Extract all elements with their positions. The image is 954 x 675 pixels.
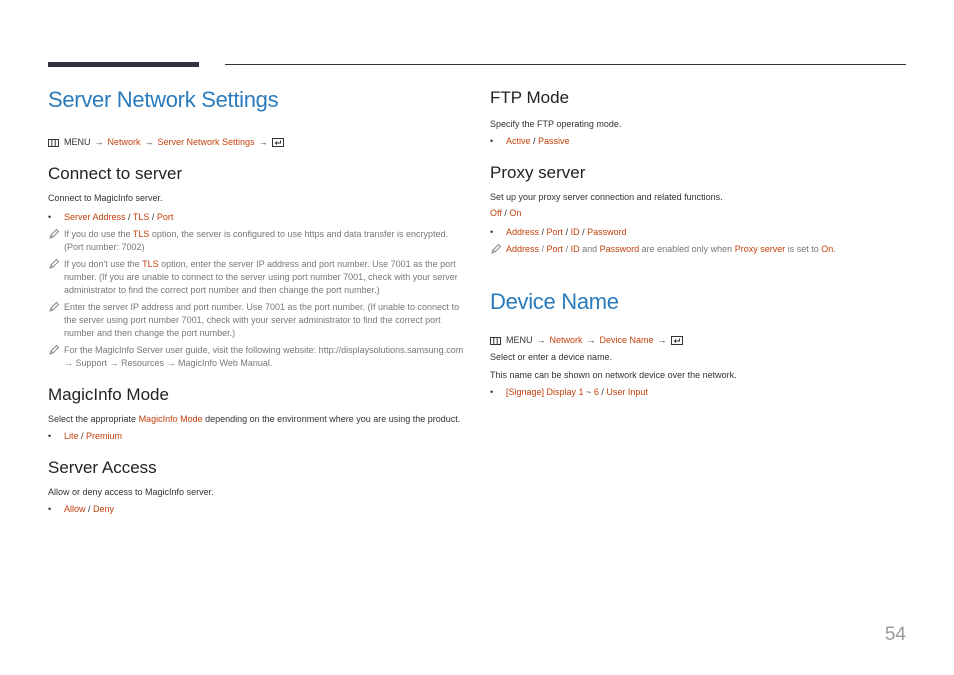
option-deny[interactable]: Deny: [93, 504, 115, 514]
note-text: If you don't use the: [64, 259, 143, 269]
menu-path: [48, 136, 468, 149]
note-text: option, the server is configured to use https and data transfer is encrypted. (Port number: 7002): [64, 229, 449, 252]
ftp-heading: FTP Mode: [490, 88, 570, 107]
separator: /: [539, 227, 547, 237]
connect-options: [48, 211, 468, 224]
note-ip-port: [48, 301, 468, 340]
option-active[interactable]: Active: [506, 136, 531, 146]
device-name-title: Device Name: [490, 289, 619, 314]
proxy-desc: Set up your proxy server connection and related functions.: [490, 192, 723, 202]
menu-label: MENU: [506, 335, 533, 345]
desc-text: Select the appropriate: [48, 414, 139, 424]
option-tls[interactable]: TLS: [132, 212, 150, 222]
access-options: [48, 503, 468, 516]
note-text: /: [539, 244, 547, 254]
right-column: [490, 86, 910, 399]
bullet-dot: •: [48, 212, 52, 222]
separator: /: [149, 212, 157, 222]
device-desc-2: This name can be shown on network device over the network.: [490, 370, 737, 380]
menu-label: MENU: [64, 137, 91, 147]
option-address[interactable]: Address: [506, 227, 540, 237]
pencil-icon: [48, 228, 60, 240]
arrow: →: [657, 335, 667, 345]
device-options: [490, 386, 910, 399]
separator: /: [530, 136, 539, 146]
header-accent-bar: [48, 62, 199, 67]
tilde: ~: [583, 387, 594, 397]
separator: /: [125, 212, 133, 222]
separator: /: [598, 387, 607, 397]
page-number: 54: [884, 624, 906, 645]
header-rule: [225, 64, 906, 65]
note-proxy: [490, 243, 910, 256]
proxy-toggle: [490, 207, 910, 220]
option-signage-display[interactable]: [Signage] Display 1: [506, 387, 584, 397]
menu-icon: [490, 337, 501, 345]
separator: /: [579, 227, 588, 237]
pencil-icon: [48, 258, 60, 270]
left-column: [48, 86, 468, 516]
bullet-dot: •: [48, 431, 52, 441]
path-network[interactable]: Network: [549, 335, 583, 345]
note-tls-on: [48, 228, 468, 254]
enter-icon: [272, 138, 284, 147]
arrow: →: [586, 335, 596, 345]
note-tls-off: [48, 258, 468, 297]
option-on[interactable]: On: [509, 208, 522, 218]
option-id[interactable]: ID: [570, 227, 580, 237]
proxy-options: [490, 226, 910, 239]
note-highlight: Proxy server: [734, 244, 786, 254]
note-user-guide: [48, 344, 468, 370]
note-highlight: Port: [546, 244, 564, 254]
note-text: and: [579, 244, 600, 254]
magicinfo-desc: [48, 413, 468, 426]
note-text: are enabled only when: [639, 244, 735, 254]
connect-heading: Connect to server: [48, 164, 183, 183]
option-display-6[interactable]: 6: [593, 387, 599, 397]
proxy-heading: Proxy server: [490, 163, 586, 182]
desc-highlight: MagicInfo Mode: [138, 414, 203, 424]
arrow: →: [94, 137, 104, 147]
note-text: .: [833, 244, 836, 254]
option-port[interactable]: Port: [156, 212, 174, 222]
path-device-name[interactable]: Device Name: [599, 335, 654, 345]
connect-desc: Connect to MagicInfo server.: [48, 193, 163, 203]
note-text: For the MagicInfo Server user guide, visit the following website: http://displaysolutions.samsung.com → Support → Resources → MagicInfo Web Manual.: [64, 345, 464, 368]
option-passive[interactable]: Passive: [538, 136, 570, 146]
device-menu-path: [490, 334, 910, 347]
page-title: Server Network Settings: [48, 87, 279, 112]
magicinfo-options: [48, 430, 468, 443]
bullet-dot: •: [48, 504, 52, 514]
note-text: Enter the server IP address and port number. Use 7001 as the port number. (If unable to connect to the server using port number 7001, check with your server administrator to find the correct port number and then change the port number.): [64, 302, 460, 338]
note-highlight: TLS: [142, 259, 159, 269]
desc-text: depending on the environment where you are using the product.: [202, 414, 461, 424]
note-highlight: ID: [570, 244, 580, 254]
bullet-dot: •: [490, 387, 494, 397]
device-desc-1: Select or enter a device name.: [490, 352, 613, 362]
arrow: →: [258, 137, 268, 147]
path-network[interactable]: Network: [107, 137, 141, 147]
pencil-icon: [48, 344, 60, 356]
enter-icon: [671, 336, 683, 345]
separator: /: [501, 208, 510, 218]
note-text: option, enter the server IP address and port number. Use 7001 as the port number. (If you are unable to connect to the server using port number 7001, check with your server administrator to find the correct port number and then change the port number.): [64, 259, 458, 295]
separator: /: [85, 504, 94, 514]
option-lite[interactable]: Lite: [64, 431, 79, 441]
option-user-input[interactable]: User Input: [606, 387, 648, 397]
separator: /: [78, 431, 87, 441]
option-password[interactable]: Password: [587, 227, 627, 237]
pencil-icon: [490, 243, 502, 255]
bullet-dot: •: [490, 227, 494, 237]
option-port[interactable]: Port: [546, 227, 564, 237]
separator: /: [563, 227, 571, 237]
magicinfo-heading: MagicInfo Mode: [48, 385, 169, 404]
note-text: /: [563, 244, 571, 254]
access-desc: Allow or deny access to MagicInfo server.: [48, 487, 214, 497]
note-highlight: TLS: [132, 229, 150, 239]
menu-icon: [48, 139, 59, 147]
arrow: →: [536, 335, 546, 345]
note-highlight: Password: [599, 244, 640, 254]
pencil-icon: [48, 301, 60, 313]
access-heading: Server Access: [48, 458, 157, 477]
ftp-desc: Specify the FTP operating mode.: [490, 119, 622, 129]
note-highlight: Address: [506, 244, 540, 254]
option-server-address[interactable]: Server Address: [64, 212, 126, 222]
arrow: →: [144, 137, 154, 147]
note-text: is set to: [785, 244, 822, 254]
path-server-network-settings[interactable]: Server Network Settings: [157, 137, 255, 147]
bullet-dot: •: [490, 136, 494, 146]
option-off[interactable]: Off: [490, 208, 502, 218]
note-text: If you do use the: [64, 229, 133, 239]
option-allow[interactable]: Allow: [64, 504, 86, 514]
option-premium[interactable]: Premium: [86, 431, 123, 441]
note-highlight: On: [821, 244, 834, 254]
ftp-options: [490, 135, 910, 148]
